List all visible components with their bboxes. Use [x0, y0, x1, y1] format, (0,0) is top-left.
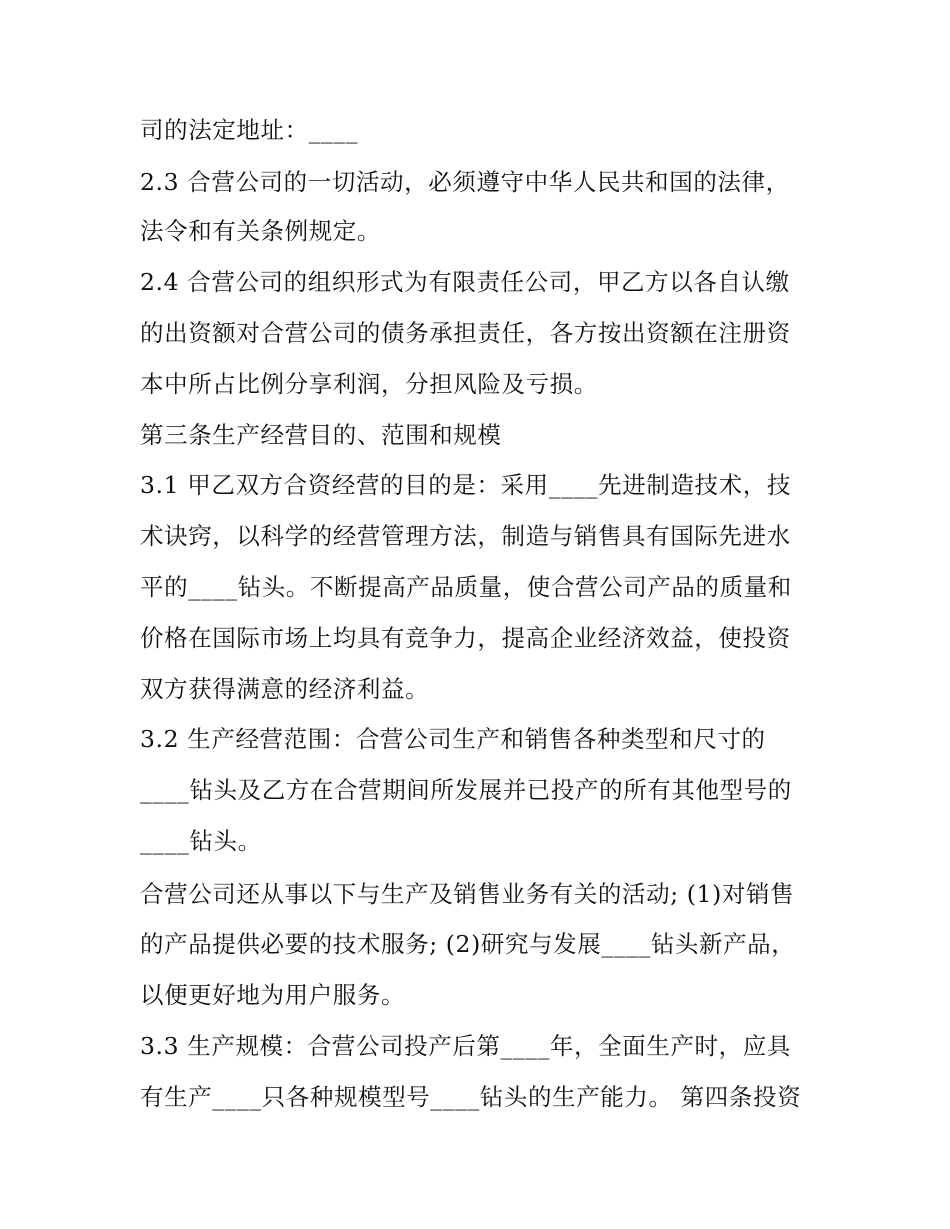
text-line: 3.2 生产经营范围：合营公司生产和销售各种类型和尺寸的	[140, 725, 766, 753]
text-line: 术诀窍，以科学的经营管理方法，制造与销售具有国际先进水	[140, 522, 791, 550]
section-heading: 第三条生产经营目的、范围和规模	[140, 421, 502, 449]
text-line: 法令和有关条例规定。	[140, 217, 381, 245]
text-line: ____钻头及乙方在合营期间所发展并已投产的所有其他型号的	[140, 776, 792, 804]
text-line: 2.3 合营公司的一切活动，必须遵守中华人民共和国的法律，	[140, 168, 790, 196]
text-line: 以便更好地为用户服务。	[140, 981, 406, 1009]
text-line: 平的____钻头。不断提高产品质量，使合营公司产品的质量和	[140, 573, 792, 601]
text-line: 司的法定地址：____	[140, 116, 359, 144]
text-line: 2.4 合营公司的组织形式为有限责任公司，甲乙方以各自认缴	[140, 268, 790, 296]
text-line: 的产品提供必要的技术服务; (2)研究与发展____钻头新产品，	[140, 930, 796, 958]
text-line: 3.3 生产规模：合营公司投产后第____年，全面生产时，应具	[140, 1032, 791, 1060]
text-line: 的出资额对合营公司的债务承担责任，各方按出资额在注册资	[140, 319, 791, 347]
text-line: 本中所占比例分享利润，分担风险及亏损。	[140, 370, 598, 398]
text-line: 3.1 甲乙双方合资经营的目的是：采用____先进制造技术，技	[140, 471, 791, 499]
text-line: 价格在国际市场上均具有竞争力，提高企业经济效益，使投资	[140, 624, 791, 652]
text-line: 合营公司还从事以下与生产及销售业务有关的活动; (1)对销售	[140, 880, 795, 908]
text-line: 双方获得满意的经济利益。	[140, 675, 430, 703]
text-line: ____钻头。	[140, 827, 262, 855]
text-line: 有生产____只各种规模型号____钻头的生产能力。 第四条投资	[140, 1083, 802, 1111]
